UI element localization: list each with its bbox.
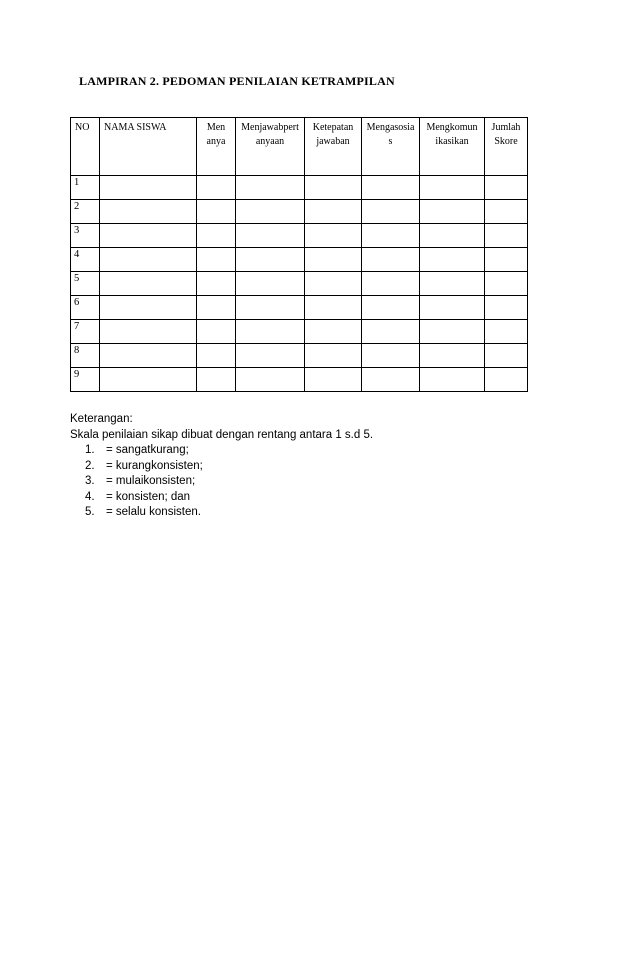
table-row: [71, 344, 528, 368]
cell-nama-siswa: [100, 320, 197, 344]
legend-item-number: 1.: [85, 444, 95, 456]
cell-jumlah-skore: [485, 200, 528, 224]
legend-item-text: = mulaikonsisten;: [106, 475, 196, 487]
cell-menjawab-pertanyaan: [236, 296, 305, 320]
cell-menanya: [197, 176, 236, 200]
header-mengkomunikasikan: Mengkomunikasikan: [420, 118, 485, 176]
table-row: [71, 368, 528, 392]
cell-nama-siswa: [100, 224, 197, 248]
cell-menanya: [197, 296, 236, 320]
cell-nama-siswa: [100, 296, 197, 320]
cell-mengasosiasi: [362, 296, 420, 320]
cell-jumlah-skore: [485, 320, 528, 344]
cell-jumlah-skore: [485, 344, 528, 368]
legend-item-number: 4.: [85, 490, 95, 503]
table-row: [71, 320, 528, 344]
row-number: 2: [71, 200, 100, 224]
cell-ketepatan-jawaban: [305, 224, 362, 248]
row-number: 8: [71, 344, 100, 368]
legend: [70, 412, 373, 521]
cell-mengasosiasi: [362, 272, 420, 296]
table-row: [71, 272, 528, 296]
legend-item: [70, 443, 373, 459]
cell-mengkomunikasikan: [420, 248, 485, 272]
row-number: 1: [71, 176, 100, 200]
cell-nama-siswa: [100, 176, 197, 200]
legend-description: Skala penilaian sikap dibuat dengan rentang antara 1 s.d 5.: [70, 428, 374, 441]
cell-jumlah-skore: [485, 368, 528, 392]
cell-mengkomunikasikan: [420, 320, 485, 344]
cell-ketepatan-jawaban: [305, 272, 362, 296]
cell-menjawab-pertanyaan: [236, 200, 305, 224]
cell-mengkomunikasikan: [420, 200, 485, 224]
cell-mengkomunikasikan: [420, 296, 485, 320]
table-header-row: [71, 118, 528, 176]
cell-menanya: [197, 320, 236, 344]
cell-ketepatan-jawaban: [305, 176, 362, 200]
cell-ketepatan-jawaban: [305, 200, 362, 224]
cell-menanya: [197, 344, 236, 368]
cell-mengkomunikasikan: [420, 344, 485, 368]
legend-heading: Keterangan:: [70, 413, 133, 425]
cell-menanya: [197, 200, 236, 224]
cell-menjawab-pertanyaan: [236, 176, 305, 200]
cell-menjawab-pertanyaan: [236, 344, 305, 368]
cell-menanya: [197, 368, 236, 392]
cell-ketepatan-jawaban: [305, 344, 362, 368]
header-no: NO: [71, 118, 100, 176]
cell-nama-siswa: [100, 248, 197, 272]
table-row: [71, 248, 528, 272]
cell-menanya: [197, 248, 236, 272]
header-menjawab-pertanyaan: Menjawabpertanyaan: [236, 118, 305, 176]
legend-item: [70, 474, 373, 490]
cell-mengkomunikasikan: [420, 176, 485, 200]
legend-item-number: 3.: [85, 475, 95, 487]
legend-item-text: = konsisten; dan: [106, 490, 191, 503]
header-mengasosiasi: Mengasosias: [362, 118, 420, 176]
row-number: 9: [71, 368, 100, 392]
cell-mengasosiasi: [362, 344, 420, 368]
legend-item: [70, 459, 373, 475]
cell-menjawab-pertanyaan: [236, 272, 305, 296]
cell-mengasosiasi: [362, 176, 420, 200]
cell-ketepatan-jawaban: [305, 296, 362, 320]
cell-mengkomunikasikan: [420, 272, 485, 296]
cell-menjawab-pertanyaan: [236, 368, 305, 392]
document-title: LAMPIRAN 2. PEDOMAN PENILAIAN KETRAMPILAN: [79, 74, 395, 88]
cell-nama-siswa: [100, 272, 197, 296]
cell-nama-siswa: [100, 344, 197, 368]
table-row: [71, 200, 528, 224]
cell-jumlah-skore: [485, 176, 528, 200]
legend-item-number: 2.: [85, 459, 95, 472]
table-row: [71, 176, 528, 200]
legend-item-text: = kurangkonsisten;: [106, 459, 203, 472]
table-row: [71, 224, 528, 248]
cell-mengkomunikasikan: [420, 368, 485, 392]
cell-jumlah-skore: [485, 224, 528, 248]
cell-menanya: [197, 272, 236, 296]
cell-menjawab-pertanyaan: [236, 248, 305, 272]
cell-ketepatan-jawaban: [305, 320, 362, 344]
cell-nama-siswa: [100, 368, 197, 392]
cell-mengasosiasi: [362, 368, 420, 392]
table-row: [71, 296, 528, 320]
cell-jumlah-skore: [485, 272, 528, 296]
assessment-table: [70, 117, 528, 392]
legend-item: [70, 505, 373, 521]
cell-menjawab-pertanyaan: [236, 224, 305, 248]
legend-item-text: = selalu konsisten.: [106, 506, 201, 518]
row-number: 4: [71, 248, 100, 272]
cell-jumlah-skore: [485, 296, 528, 320]
cell-ketepatan-jawaban: [305, 368, 362, 392]
cell-menjawab-pertanyaan: [236, 320, 305, 344]
row-number: 7: [71, 320, 100, 344]
row-number: 6: [71, 296, 100, 320]
cell-mengasosiasi: [362, 200, 420, 224]
cell-jumlah-skore: [485, 248, 528, 272]
header-ketepatan-jawaban: Ketepatan jawaban: [305, 118, 362, 176]
header-jumlah-skore: Jumlah Skore: [485, 118, 528, 176]
header-nama-siswa: NAMA SISWA: [100, 118, 197, 176]
cell-mengasosiasi: [362, 248, 420, 272]
cell-nama-siswa: [100, 200, 197, 224]
legend-item: [70, 490, 373, 506]
cell-mengkomunikasikan: [420, 224, 485, 248]
cell-mengasosiasi: [362, 224, 420, 248]
legend-item-number: 5.: [85, 506, 95, 518]
cell-ketepatan-jawaban: [305, 248, 362, 272]
legend-item-text: = sangatkurang;: [106, 444, 189, 456]
cell-menanya: [197, 224, 236, 248]
header-menanya: Menanya: [197, 118, 236, 176]
cell-mengasosiasi: [362, 320, 420, 344]
row-number: 3: [71, 224, 100, 248]
row-number: 5: [71, 272, 100, 296]
